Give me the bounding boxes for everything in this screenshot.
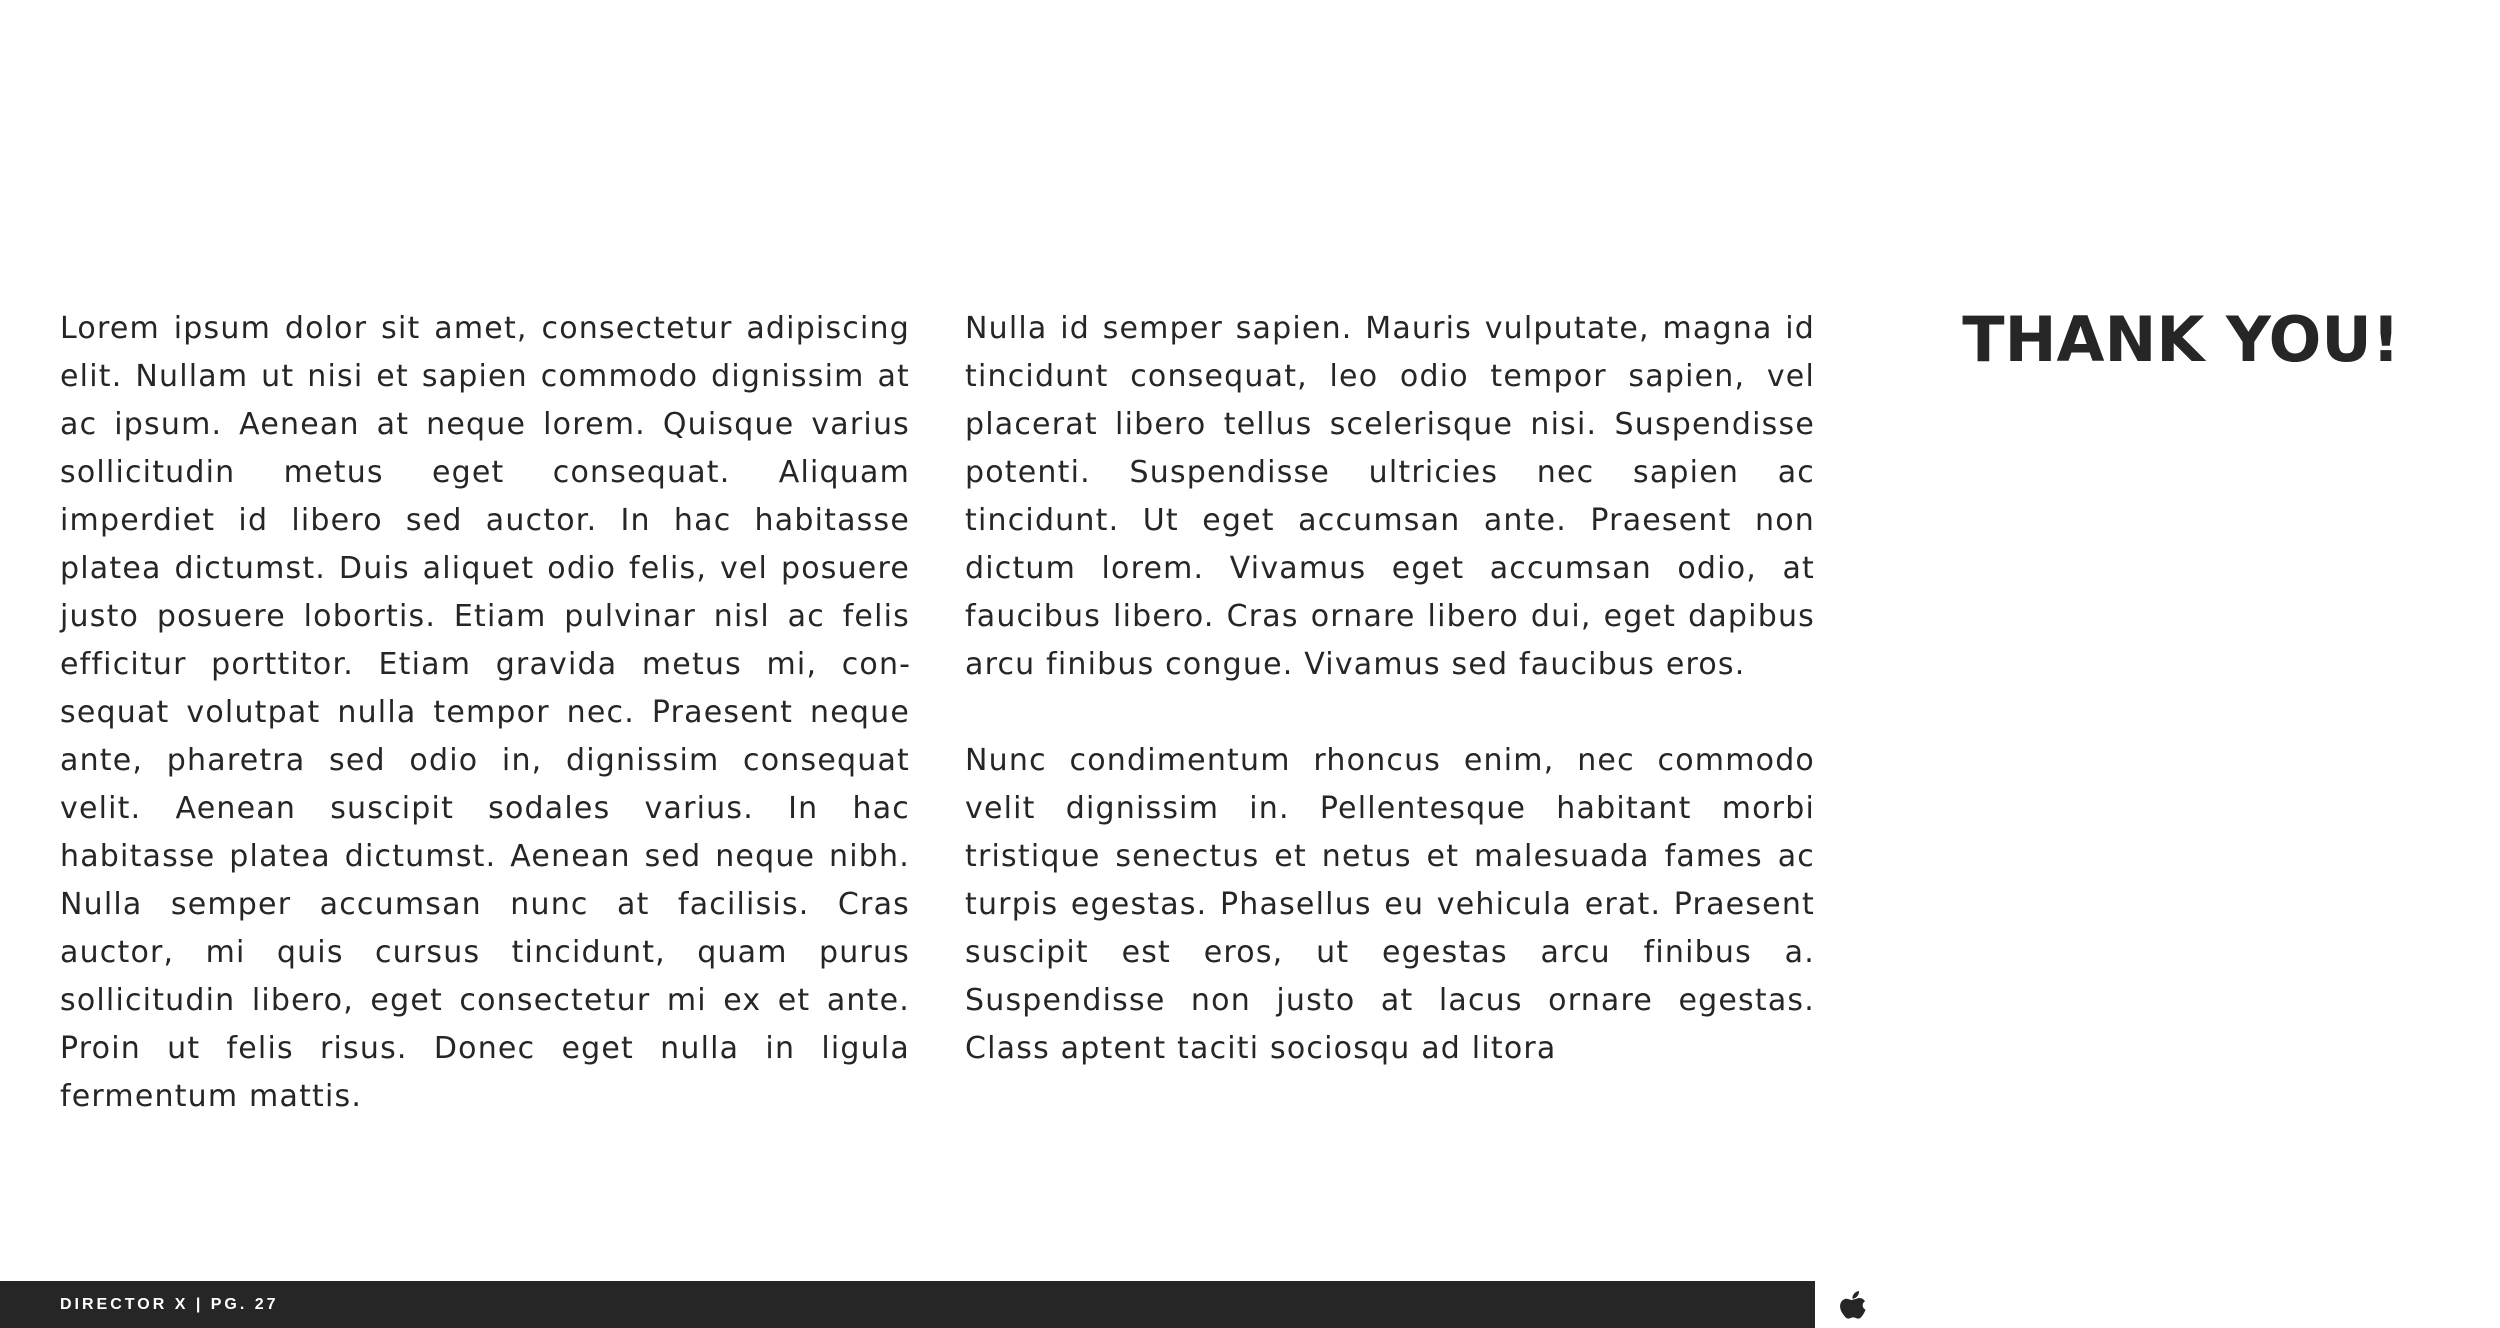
body-column-right xyxy=(965,305,1815,1073)
footer-page-label: DIRECTOR X | PG. 27 xyxy=(60,1295,279,1313)
footer-bar xyxy=(0,1281,1815,1328)
body-paragraph: Nunc condimentum rhoncus enim, nec commodo velit dignissim in. Pellentesque habitant morbi tristique senectus et netus et malesuada fames ac turpis egestas. Phasellus eu vehicula erat. Praesent suscipit est eros, ut egestas arcu finibus a. Suspendisse non justo at lacus ornare egestas. Class aptent taciti sociosqu ad litora xyxy=(965,743,1815,1066)
body-column-left xyxy=(60,305,910,1121)
apple-logo-icon xyxy=(1838,1290,1870,1326)
body-paragraph: Nulla id semper sapien. Mauris vulputate, magna id tincidunt consequat, leo odio tempor sapien, vel placerat libero tellus scelerisque nisi. Suspendisse potenti. Suspendisse ultricies nec sapien ac tincidunt. Ut eget accumsan ante. Praesent non dictum lorem. Vivamus eget accumsan odio, at faucibus libero. Cras ornare libero dui, eget dapibus arcu finibus congue. Vivamus sed faucibus eros. xyxy=(965,311,1815,682)
thank-you-heading: THANK YOU! xyxy=(1962,303,2400,376)
body-paragraph: Lorem ipsum dolor sit amet, consectetur adipiscing elit. Nullam ut nisi et sapien commodo dignissim at ac ipsum. Aenean at neque lorem. Quisque varius sollicitudin metus eget consequat. Aliquam imperdiet id libero sed auctor. In hac habitasse platea dictumst. Duis aliquet odio felis, vel posuere justo posuere lobortis. Etiam pulvinar nisl ac felis efficitur porttitor. Etiam gravida metus mi, consequat volutpat nulla tempor nec. Praesent neque ante, pharetra sed odio in, dignissim consequat velit. Aenean suscipit sodales varius. In hac habitasse platea dictumst. Aenean sed neque nibh. Nulla semper accumsan nunc at facilisis. Cras auctor, mi quis cursus tincidunt, quam purus sollicitudin libero, eget consectetur mi ex et ante. Proin ut felis risus. Donec eget nulla in ligula fermentum mattis. xyxy=(60,311,910,1114)
